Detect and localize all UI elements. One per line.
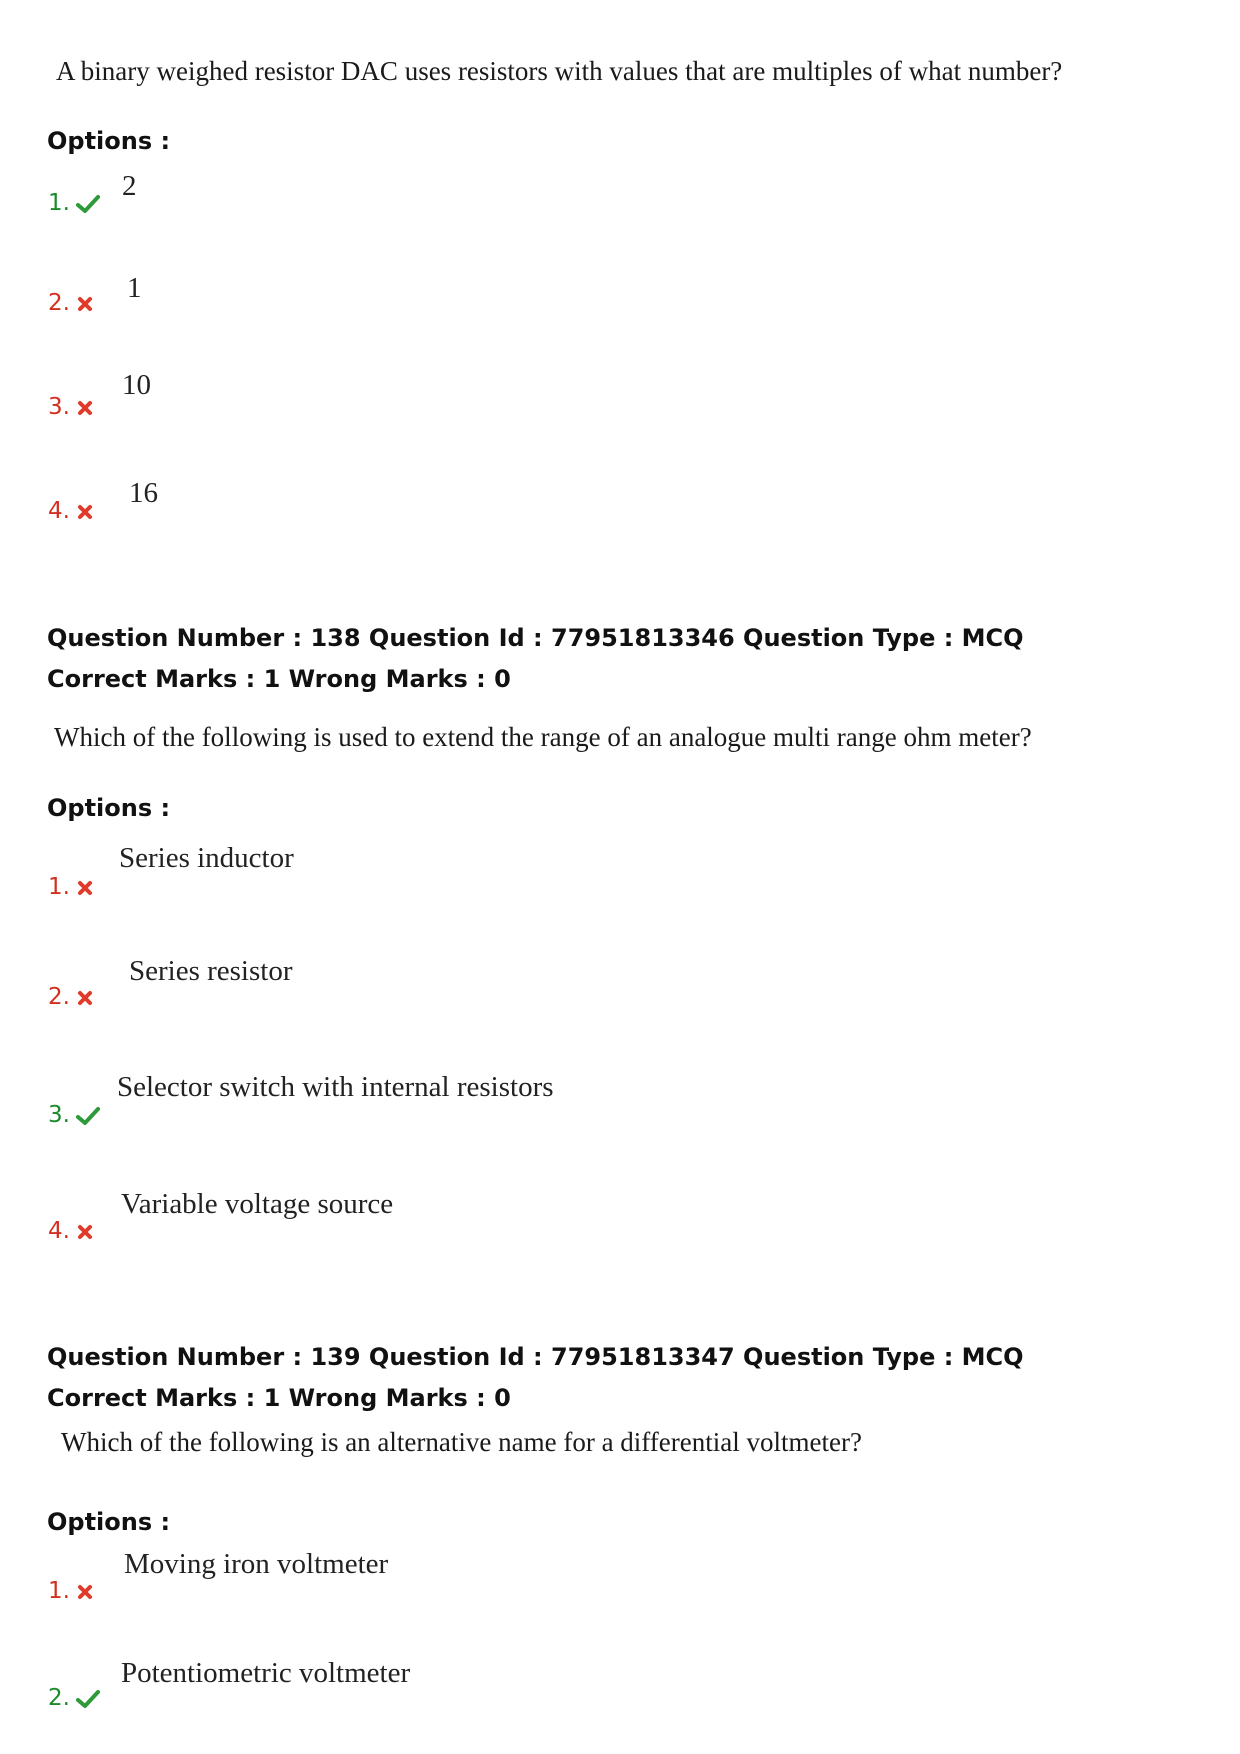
option-1-text: Series inductor [119, 842, 294, 874]
question-text: Which of the following is used to extend the range of an analogue multi range ohm meter? [54, 722, 1032, 752]
option-number: 2. [48, 984, 70, 1010]
option-1-marker [48, 1578, 94, 1605]
option-number: 1. [48, 1578, 70, 1604]
option-3-text: Selector switch with internal resistors [117, 1071, 554, 1103]
option-1-text: 2 [122, 170, 137, 202]
check-icon [76, 1689, 100, 1713]
options-label: Options : [47, 794, 171, 822]
option-4-marker [48, 1218, 94, 1245]
cross-icon [76, 989, 94, 1011]
option-3-text: 10 [122, 369, 151, 401]
marks-header: Correct Marks : 1 Wrong Marks : 0 [47, 665, 511, 693]
option-2-text: Series resistor [129, 955, 293, 987]
option-4-marker [48, 498, 94, 525]
option-3-marker [48, 394, 94, 421]
cross-icon [76, 1223, 94, 1245]
option-2-text: Potentiometric voltmeter [121, 1657, 411, 1689]
option-1-text: Moving iron voltmeter [124, 1548, 389, 1580]
cross-icon [76, 399, 94, 421]
check-icon [76, 194, 100, 218]
cross-icon [76, 1583, 94, 1605]
option-3-marker [48, 1102, 100, 1130]
options-label: Options : [47, 1508, 171, 1536]
option-2-text: 1 [127, 272, 142, 304]
option-number: 3. [48, 1102, 70, 1128]
option-2-marker [48, 290, 94, 317]
option-number: 4. [48, 1218, 70, 1244]
question-header: Question Number : 138 Question Id : 77951813346 Question Type : MCQ [47, 624, 1024, 652]
options-label: Options : [47, 127, 171, 155]
option-number: 3. [48, 394, 70, 420]
question-text: A binary weighed resistor DAC uses resistors with values that are multiples of what number? [56, 56, 1063, 86]
cross-icon [76, 503, 94, 525]
option-number: 2. [48, 1685, 70, 1711]
option-4-text: Variable voltage source [121, 1188, 394, 1220]
option-number: 2. [48, 290, 70, 316]
question-header: Question Number : 139 Question Id : 77951813347 Question Type : MCQ [47, 1343, 1024, 1371]
option-2-marker [48, 984, 94, 1011]
cross-icon [76, 295, 94, 317]
option-4-text: 16 [129, 477, 158, 509]
option-1-marker [48, 874, 94, 901]
option-number: 1. [48, 190, 70, 216]
option-1-marker [48, 190, 100, 218]
marks-header: Correct Marks : 1 Wrong Marks : 0 [47, 1384, 511, 1412]
option-number: 4. [48, 498, 70, 524]
check-icon [76, 1106, 100, 1130]
question-text: Which of the following is an alternative name for a differential voltmeter? [61, 1427, 862, 1457]
option-number: 1. [48, 874, 70, 900]
option-2-marker [48, 1685, 100, 1713]
cross-icon [76, 879, 94, 901]
